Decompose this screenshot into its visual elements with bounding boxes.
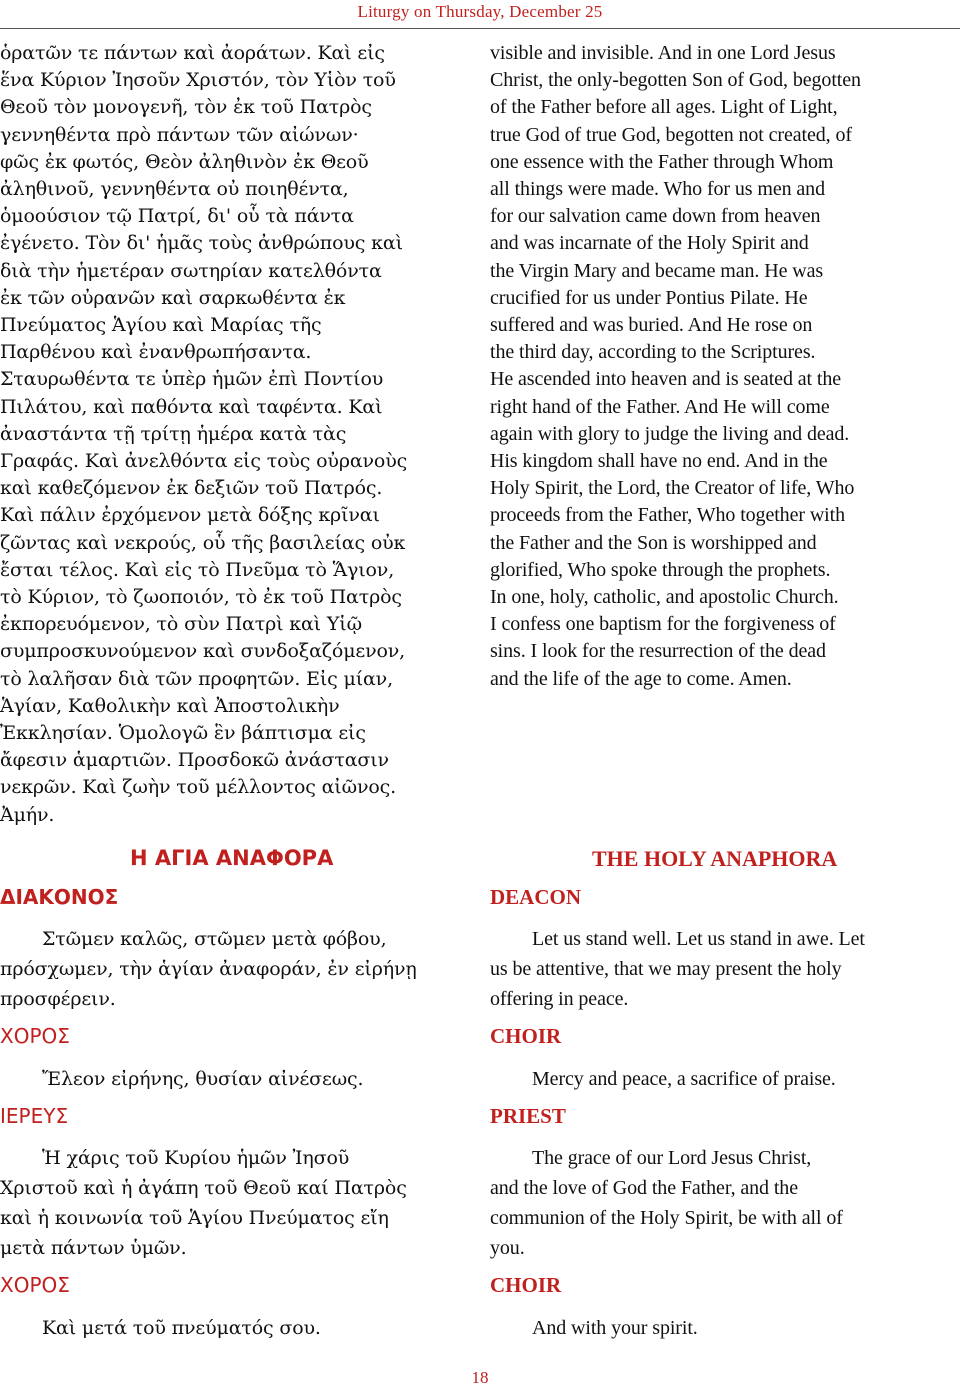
text-line: suffered and was buried. And He rose on (490, 314, 813, 337)
text-line: of the Father before all ages. Light of Light, (490, 96, 838, 119)
text-line: Ἔλεον εἰρήνης, θυσίαν αἰνέσεως. (42, 1068, 364, 1090)
text-line: true God of true God, begotten not created, of (490, 123, 852, 146)
text-line: Christ, the only-begotten Son of God, begotten (490, 69, 861, 92)
text-line: I confess one baptism for the forgiveness of (490, 613, 836, 636)
running-header: Liturgy on Thursday, December 25 (357, 2, 603, 21)
greek-priest-role: ΙΕΡΕΥΣ (0, 1104, 69, 1128)
text-line: μετὰ πάντων ὑμῶν. (0, 1237, 187, 1259)
text-line: the Father and the Son is worshipped and (490, 531, 817, 554)
text-line: offering in peace. (490, 988, 629, 1010)
text-line: Ἁγίαν, Καθολικὴν καὶ Ἀποστολικὴν (0, 694, 340, 717)
text-line: and the life of the age to come. Amen. (490, 667, 792, 690)
text-line: διὰ τὴν ἡμετέραν σωτηρίαν κατελθόντα (0, 259, 382, 282)
text-line: Θεοῦ τὸν μονογενῆ, τὸν ἐκ τοῦ Πατρὸς (0, 96, 372, 119)
text-line: Γραφάς. Καὶ ἀνελθόντα εἰς τοὺς οὐρανοὺς (0, 450, 408, 473)
text-line: and was incarnate of the Holy Spirit and (490, 232, 809, 255)
text-line: ἄφεσιν ἁμαρτιῶν. Προσδοκῶ ἀνάστασιν (0, 749, 389, 772)
text-line: visible and invisible. And in one Lord Jesus (490, 42, 836, 64)
header-divider (0, 28, 960, 29)
english-deacon-speech (490, 924, 960, 1014)
greek-column (0, 40, 478, 1339)
text-line: Καὶ πάλιν ἐρχόμενον μετὰ δόξης κρῖναι (0, 504, 380, 527)
text-line: καὶ καθεζόμενον ἐκ δεξιῶν τοῦ Πατρός. (0, 477, 383, 500)
text-line: He ascended into heaven and is seated at the (490, 368, 842, 391)
text-line: Πιλάτου, καὶ παθόντα καὶ ταφέντα. Καὶ (0, 395, 383, 418)
text-line: Χριστοῦ καὶ ἡ ἀγάπη τοῦ Θεοῦ καί Πατρὸς (0, 1177, 407, 1199)
text-line: sins. I look for the resurrection of the dead (490, 640, 826, 663)
english-choir-response-1 (490, 1064, 960, 1094)
text-line: ἕνα Κύριον Ἰησοῦν Χριστόν, τὸν Υἱὸν τοῦ (0, 69, 396, 92)
text-line: ἔσται τέλος. Καὶ εἰς τὸ Πνεῦμα τὸ Ἅγιον, (0, 558, 395, 581)
english-priest-role: PRIEST (490, 1104, 566, 1128)
text-line: τὸ λαλῆσαν διὰ τῶν προφητῶν. Εἰς μίαν, (0, 667, 393, 690)
greek-choir-response-1 (0, 1064, 478, 1094)
text-line: Παρθένου καὶ ἐνανθρωπήσαντα. (0, 341, 312, 364)
english-deacon-role: DEACON (490, 885, 582, 909)
text-line: ἀναστάντα τῇ τρίτῃ ἡμέρα κατὰ τὰς (0, 422, 347, 445)
text-line: one essence with the Father through Whom (490, 150, 834, 173)
text-line: ἐκ τῶν οὐρανῶν καὶ σαρκωθέντα ἐκ (0, 286, 346, 309)
text-line: crucified for us under Pontius Pilate. He (490, 286, 808, 309)
text-line: the third day, according to the Scriptures. (490, 341, 816, 364)
text-line: Σταυρωθέντα τε ὑπὲρ ἡμῶν ἐπὶ Ποντίου (0, 368, 384, 391)
text-line: ὁρατῶν τε πάντων καὶ ἀοράτων. Καὶ εἰς (0, 42, 385, 64)
text-line: ἐγένετο. Τὸν δι' ἡμᾶς τοὺς ἀνθρώπους καὶ (0, 232, 403, 255)
text-line: proceeds from the Father, Who together with (490, 504, 845, 527)
text-line: Στῶμεν καλῶς, στῶμεν μετὰ φόβου, (42, 928, 387, 950)
text-line: In one, holy, catholic, and apostolic Church. (490, 586, 839, 609)
text-line: you. (490, 1237, 525, 1259)
english-choir-role-2: CHOIR (490, 1273, 562, 1297)
greek-deacon-speech (0, 924, 478, 1014)
greek-deacon-role: ΔΙΑΚΟΝΟΣ (0, 885, 119, 909)
text-line: the Virgin Mary and became man. He was (490, 259, 824, 282)
greek-creed (0, 40, 478, 829)
english-creed (490, 40, 960, 693)
text-line: καὶ ἡ κοινωνία τοῦ Ἁγίου Πνεύματος εἴη (0, 1207, 389, 1229)
text-line: προσφέρειν. (0, 988, 116, 1010)
text-line: Πνεύματος Ἁγίου καὶ Μαρίας τῆς (0, 314, 322, 337)
text-line: again with glory to judge the living and dead. (490, 422, 850, 445)
greek-anaphora-title: Η ΑΓΙΑ ΑΝΑΦΟΡΑ (130, 846, 334, 870)
text-line: And with your spirit. (532, 1317, 698, 1339)
text-line: ἐκπορευόμενον, τὸ σὺν Πατρὶ καὶ Υἱῷ (0, 613, 362, 636)
english-choir-role-1: CHOIR (490, 1024, 562, 1048)
english-choir-response-2 (490, 1313, 960, 1343)
greek-choir-response-2 (0, 1313, 478, 1343)
text-line: for our salvation came down from heaven (490, 205, 821, 228)
page-number: 18 (471, 1368, 489, 1387)
english-priest-speech (490, 1143, 960, 1263)
text-line: Καὶ μετά τοῦ πνεύματός σου. (42, 1317, 321, 1339)
text-line: φῶς ἐκ φωτός, Θεὸν ἀληθινὸν ἐκ Θεοῦ (0, 150, 369, 173)
text-line: and the love of God the Father, and the (490, 1177, 798, 1199)
greek-choir-role-2: ΧΟΡΟΣ (0, 1273, 70, 1297)
english-column (490, 40, 960, 1339)
text-line: right hand of the Father. And He will come (490, 395, 830, 418)
text-line: His kingdom shall have no end. And in the (490, 450, 828, 473)
greek-priest-speech (0, 1143, 478, 1263)
text-line: νεκρῶν. Καὶ ζωὴν τοῦ μέλλοντος αἰῶνος. (0, 776, 397, 799)
text-line: Mercy and peace, a sacrifice of praise. (532, 1068, 836, 1090)
text-line: συμπροσκυνούμενον καὶ συνδοξαζόμενον, (0, 640, 406, 663)
text-line: Ἐκκλησίαν. Ὁμολογῶ ἓν βάπτισμα εἰς (0, 722, 366, 745)
text-line: glorified, Who spoke through the prophets. (490, 558, 831, 581)
text-line: communion of the Holy Spirit, be with all of (490, 1207, 843, 1229)
text-line: γεννηθέντα πρὸ πάντων τῶν αἰώνων· (0, 123, 359, 146)
english-anaphora-title: THE HOLY ANAPHORA (592, 846, 838, 871)
text-line: The grace of our Lord Jesus Christ, (532, 1147, 812, 1169)
text-line: us be attentive, that we may present the holy (490, 958, 842, 980)
text-line: Ἡ χάρις τοῦ Κυρίου ἡμῶν Ἰησοῦ (42, 1147, 350, 1169)
greek-choir-role-1: ΧΟΡΟΣ (0, 1024, 70, 1048)
text-line: all things were made. Who for us men and (490, 178, 825, 201)
text-line: Let us stand well. Let us stand in awe. Let (532, 928, 865, 950)
text-line: Holy Spirit, the Lord, the Creator of life, Who (490, 477, 855, 500)
text-line: ζῶντας καὶ νεκρούς, οὗ τῆς βασιλείας οὐκ (0, 531, 406, 554)
text-line: Ἀμήν. (0, 803, 55, 826)
text-line: ὁμοούσιον τῷ Πατρί, δι' οὗ τὰ πάντα (0, 205, 354, 228)
text-line: τὸ Κύριον, τὸ ζωοποιόν, τὸ ἐκ τοῦ Πατρὸς (0, 586, 402, 609)
text-line: πρόσχωμεν, τὴν ἁγίαν ἀναφοράν, ἐν εἰρήνῃ (0, 958, 417, 980)
text-line: ἀληθινοῦ, γεννηθέντα οὐ ποιηθέντα, (0, 178, 349, 201)
